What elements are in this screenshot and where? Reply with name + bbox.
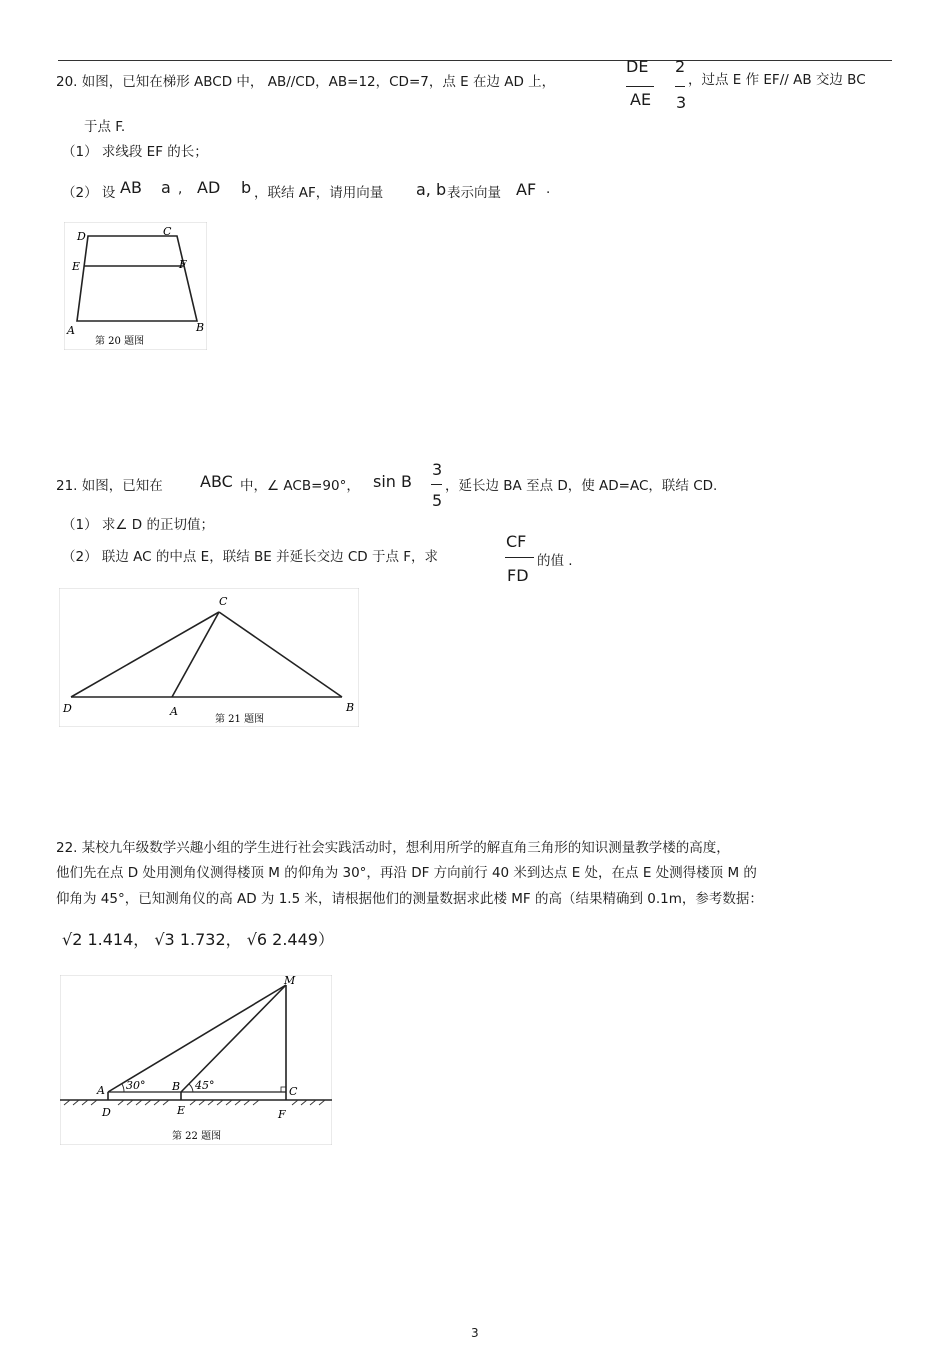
q20-frac2-bar [675, 86, 685, 87]
q20-var-a: a [161, 178, 171, 197]
q20-vars-ab: a, b [416, 180, 447, 199]
q20-vec-ad: AD [197, 178, 221, 197]
label-m: M [284, 975, 296, 987]
q20-frac1-den: AE [630, 90, 652, 109]
q20-line2: 于点 F. [84, 119, 126, 135]
q21-frac-den: 5 [432, 491, 443, 510]
label-a: A [67, 324, 75, 337]
q21-frac2-bar [505, 557, 534, 558]
q21-line1-c: ，延长边 BA 至点 D，使 AD=AC，联结 CD. [445, 478, 718, 494]
angle-label-45: 45° [195, 1079, 215, 1092]
angle-label-30: 30° [126, 1079, 146, 1092]
label-d: D [63, 702, 72, 715]
label-a: A [97, 1084, 105, 1097]
label-c: C [163, 225, 172, 238]
q20-vec-af: AF [516, 180, 537, 199]
label-c: C [219, 595, 228, 608]
q22-line3: 仰角为 45°，已知测角仪的高 AD 为 1.5 米，请根据他们的测量数据求此楼 MF 的高（结果精确到 0.1m，参考数据： [56, 891, 763, 907]
label-b: B [172, 1080, 181, 1093]
q20-line1-b: ，过点 E 作 EF// AB 交边 BC [688, 72, 866, 88]
q21-line1-a: 21. 如图，已知在 [56, 478, 163, 494]
label-a: A [170, 705, 178, 718]
q21-part2-a: （2） 联边 AC 的中点 E，联结 BE 并延长交边 CD 于点 F，求 [62, 549, 439, 565]
top-rule [58, 60, 892, 61]
q20-part2-a: （2） 设 [62, 185, 116, 201]
q22-line1: 22. 某校九年级数学兴趣小组的学生进行社会实践活动时，想利用所学的解直角三角形的知识测量教学楼的高度， [56, 840, 730, 856]
q21-frac-bar [431, 484, 442, 485]
q22-figure [60, 975, 332, 1145]
q21-frac-num: 3 [432, 460, 443, 479]
q22-line2: 他们先在点 D 处用测角仪测得楼顶 M 的仰角为 30°，再沿 DF 方向前行 40 米到达点 E 处，在点 E 处测得楼顶 M 的 [56, 865, 757, 881]
q20-var-b: b [241, 178, 252, 197]
q20-frac1-bar [626, 86, 654, 87]
q20-vec-ab: AB [120, 178, 142, 197]
label-f: F [278, 1108, 286, 1121]
q20-frac2-den: 3 [676, 93, 687, 112]
label-b: B [346, 701, 355, 714]
q20-part2-end: . [546, 181, 551, 197]
q22-caption: 第 22 题图 [172, 1131, 222, 1142]
q21-frac2-num: CF [506, 532, 527, 551]
q21-frac2-den: FD [507, 566, 529, 585]
label-c: C [289, 1085, 298, 1098]
q22-reference-data: √2 1.414， √3 1.732， √6 2.449） [62, 930, 334, 949]
q21-abc: ABC [200, 472, 233, 491]
q20-part2-c: 表示向量 [447, 185, 501, 201]
label-e: E [72, 260, 81, 273]
label-d: D [102, 1106, 111, 1119]
q20-part2-b: ，联结 AF，请用向量 [254, 185, 384, 201]
q21-part1: （1） 求∠ D 的正切值； [62, 517, 214, 533]
q21-figure [59, 588, 359, 727]
label-e: E [177, 1104, 186, 1117]
q20-frac2-num: 2 [675, 57, 686, 76]
q20-figure [64, 222, 207, 350]
label-b: B [196, 321, 205, 334]
q20-line1-a: 20. 如图，已知在梯形 ABCD 中， AB//CD，AB=12，CD=7，点 E 在边 AD 上， [56, 74, 556, 90]
page-number: 3 [471, 1326, 479, 1340]
q20-caption: 第 20 题图 [95, 336, 145, 347]
q20-comma: , [178, 181, 183, 197]
q21-part2-b: 的值 . [537, 553, 573, 569]
q21-line1-b: 中，∠ ACB=90°， [240, 478, 360, 494]
label-f: F [179, 258, 187, 271]
q20-part1: （1） 求线段 EF 的长； [62, 144, 208, 160]
q20-frac1-num: DE [626, 57, 649, 76]
q21-sinb: sin B [373, 472, 412, 491]
label-d: D [77, 230, 86, 243]
q21-caption: 第 21 题图 [215, 714, 265, 725]
